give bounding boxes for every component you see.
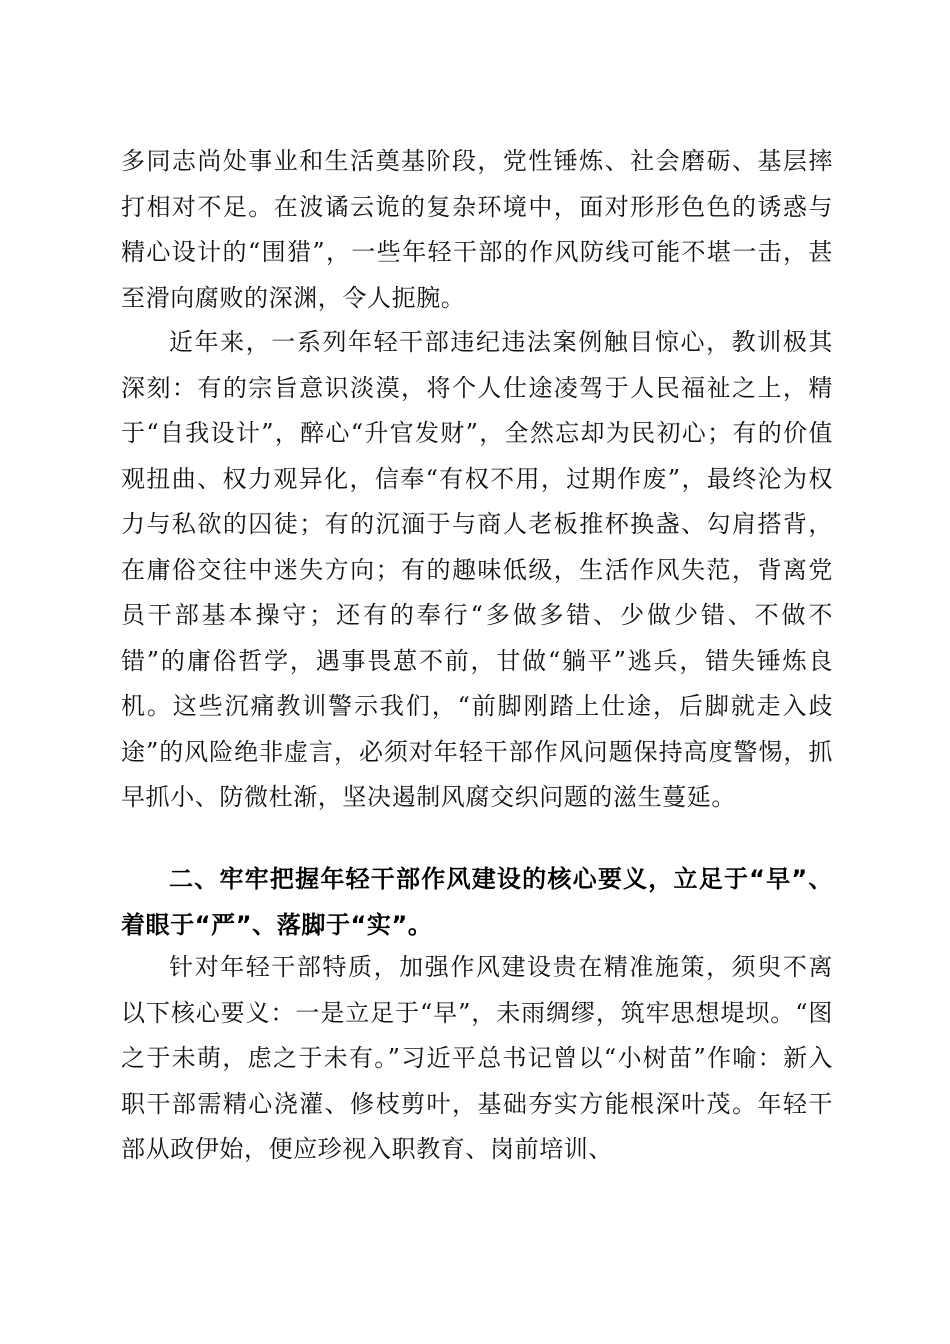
paragraph-continued: 多同志尚处事业和生活奠基阶段，党性锤炼、社会磨砺、基层摔打相对不足。在波谲云诡的复杂环境中，面对形形色色的诱惑与精心设计的“围猎”，一些年轻干部的作风防线可能不堪一击，甚至滑向腐败的深渊，令人扼腕。	[121, 147, 833, 312]
section-heading: 二、牢牢把握年轻干部作风建设的核心要义，立足于“早”、着眼于“严”、落脚于“实”。	[121, 865, 833, 939]
paragraph-core: 针对年轻干部特质，加强作风建设贵在精准施策，须臾不离以下核心要义：一是立足于“早”，未雨绸缪，筑牢思想堤坝。“图之于未萌，虑之于未有。”习近平总书记曾以“小树苗”作喻：新入职干部需精心浇灌、修枝剪叶，基础夯实方能根深叶茂。年轻干部从政伊始，便应珍视入职教育、岗前培训、	[121, 953, 833, 1163]
paragraph-cases: 近年来，一系列年轻干部违纪违法案例触目惊心，教训极其深刻：有的宗旨意识淡漠，将个人仕途凌驾于人民福祉之上，精于“自我设计”，醉心“升官发财”，全然忘却为民初心；有的价值观扭曲、权力观异化，信奉“有权不用，过期作废”，最终沦为权力与私欲的囚徒；有的沉湎于与商人老板推杯换盏、勾肩搭背，在庸俗交往中迷失方向；有的趣味低级，生活作风失范，背离党员干部基本操守；还有的奉行“多做多错、少做少错、不做不错”的庸俗哲学，遇事畏葸不前，甘做“躺平”逃兵，错失锤炼良机。这些沉痛教训警示我们，“前脚刚踏上仕途，后脚就走入歧途”的风险绝非虚言，必须对年轻干部作风问题保持高度警惕，抓早抓小、防微杜渐，坚决遏制风腐交织问题的滋生蔓延。	[121, 328, 833, 811]
